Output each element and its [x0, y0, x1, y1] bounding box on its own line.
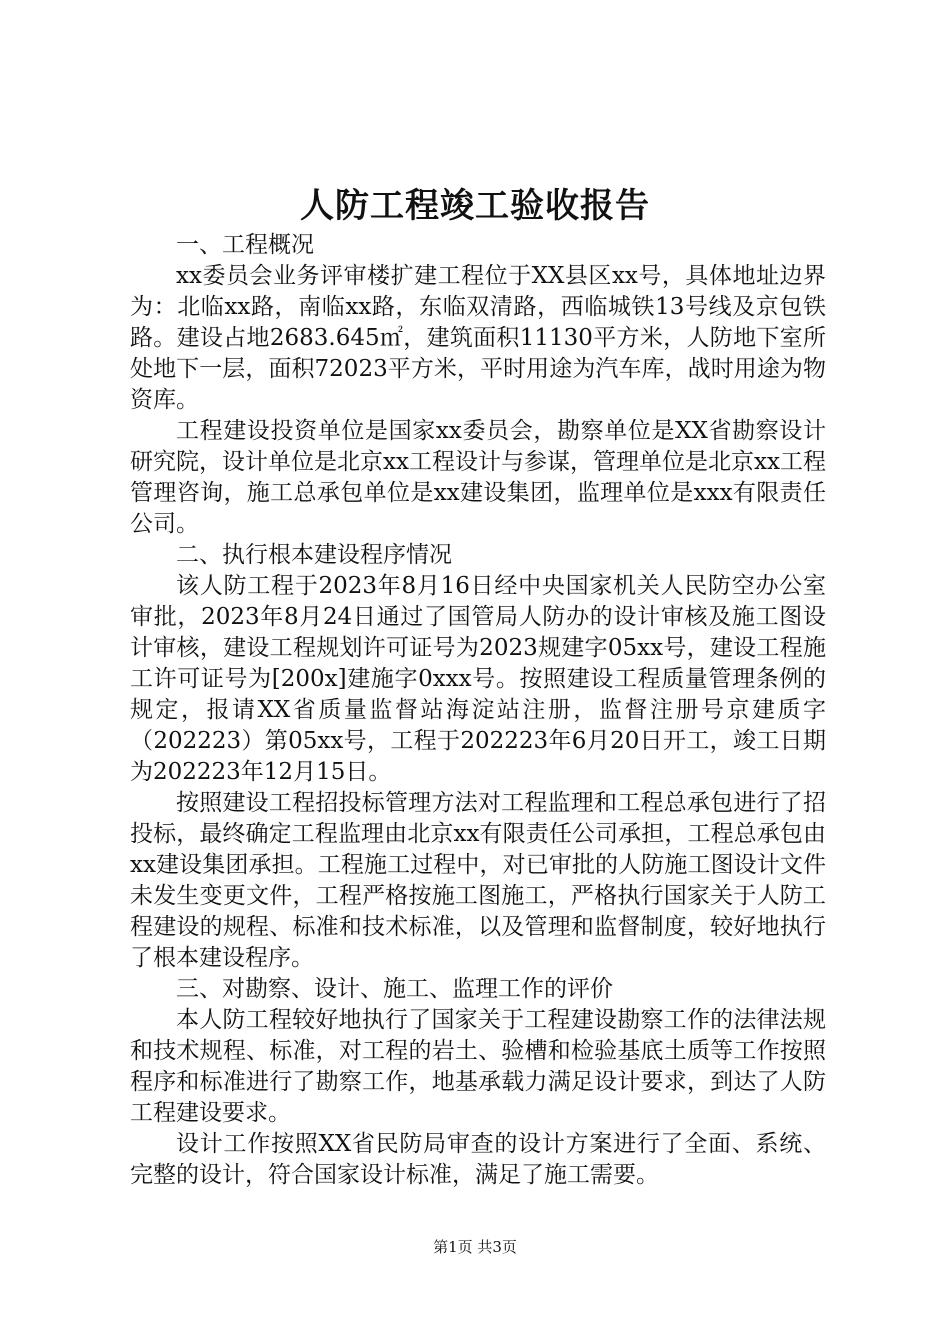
paragraph: 设计工作按照XX省民防局审查的设计方案进行了全面、系统、完整的设计，符合国家设计标准，满足了施工需要。 [130, 1131, 826, 1188]
document-title: 人防工程竣工验收报告 [300, 186, 650, 226]
section-heading-procedure: 二、执行根本建设程序情况 [176, 542, 452, 568]
page-footer: 第1页 共3页 [433, 1238, 517, 1256]
paragraph: 工程建设投资单位是国家xx委员会，勘察单位是XX省勘察设计研究院，设计单位是北京xx工程设计与参谋，管理单位是北京xx工程管理咨询，施工总承包单位是xx建设集团，监理单位是xxx有限责任公司。 [130, 418, 826, 537]
paragraph: 该人防工程于2023年8月16日经中央国家机关人民防空办公室审批，2023年8月24日通过了国管局人防办的设计审核及施工图设计审核，建设工程规划许可证号为2023规建字05xx号，建设工程施工许可证号为[200x]建施字0xxx号。按照建设工程质量管理条例的规定，报请XX省质量监督站海淀站注册，监督注册号京建质字（202223）第05xx号，工程于202223年6月20日开工，竣工日期为202223年12月15日。 [130, 573, 826, 785]
section-heading-evaluation: 三、对勘察、设计、施工、监理工作的评价 [176, 976, 613, 1002]
paragraph: xx委员会业务评审楼扩建工程位于XX县区xx号，具体地址边界为：北临xx路，南临xx路，东临双清路，西临城铁13号线及京包铁路。建设占地2683.645㎡，建筑面积11130平方米，人防地下室所处地下一层，面积72023平方米，平时用途为汽车库，战时用途为物资库。 [130, 263, 826, 413]
paragraph: 按照建设工程招投标管理方法对工程监理和工程总承包进行了招投标，最终确定工程监理由北京xx有限责任公司承担，工程总承包由xx建设集团承担。工程施工过程中，对已审批的人防施工图设计文件未发生变更文件，工程严格按施工图施工，严格执行国家关于人防工程建设的规程、标准和技术标准，以及管理和监督制度，较好地执行了根本建设程序。 [130, 790, 826, 971]
document-body [130, 230, 826, 1191]
paragraph: 本人防工程较好地执行了国家关于工程建设勘察工作的法律法规和技术规程、标准，对工程的岩土、验槽和检验基底土质等工作按照程序和标准进行了勘察工作，地基承载力满足设计要求，到达了人防工程建设要求。 [130, 1007, 826, 1126]
section-heading-overview: 一、工程概况 [176, 232, 314, 258]
